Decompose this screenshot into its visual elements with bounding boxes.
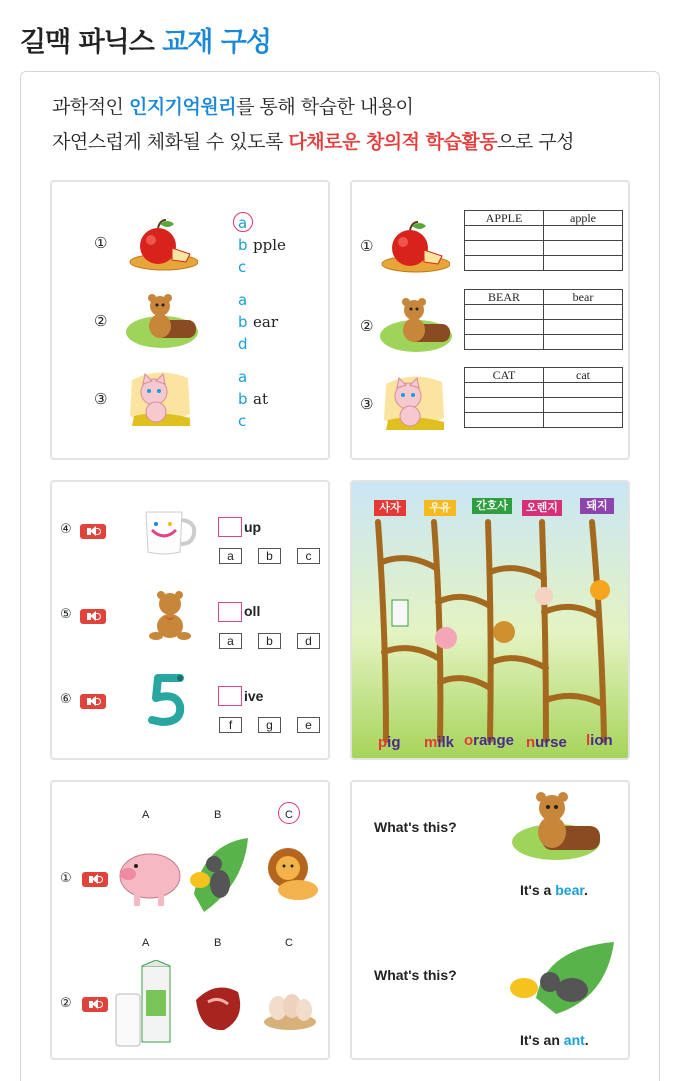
ladder-tag	[522, 500, 562, 516]
answer-suffix: .	[584, 1032, 589, 1048]
milk-picture[interactable]	[112, 960, 178, 1052]
number-five-picture	[146, 672, 192, 730]
word-rest: ion	[590, 732, 613, 749]
grid-header-lower: cat	[544, 368, 623, 383]
question-text: What's this?	[374, 967, 457, 983]
item-number: ④	[60, 522, 72, 537]
option-header: B	[214, 809, 222, 821]
ladder-tag	[374, 500, 406, 516]
ladder-tag	[472, 498, 512, 514]
item-number: ①	[360, 237, 374, 255]
grid-cell[interactable]	[544, 383, 623, 398]
grid-cell[interactable]	[465, 335, 544, 350]
title-text: 길맥 파닉스	[20, 27, 154, 58]
letter-option[interactable]: b	[238, 236, 248, 254]
word-rest: urse	[535, 734, 567, 751]
item-number: ③	[94, 390, 108, 408]
answer-box[interactable]	[218, 517, 242, 537]
panel-writing-practice	[350, 180, 630, 460]
letter-option[interactable]: d	[297, 633, 320, 649]
ladder-word	[424, 734, 454, 751]
item-number: ③	[360, 395, 374, 413]
item-number: ②	[94, 312, 108, 330]
speaker-icon[interactable]	[82, 872, 108, 887]
grid-cell[interactable]	[465, 256, 544, 271]
word-rest: ilk	[437, 734, 455, 751]
intro-highlight: 다채로운 창의적 학습활동	[288, 131, 498, 153]
intro-highlight: 인지기억원리	[128, 96, 237, 118]
letter-option[interactable]: c	[297, 548, 320, 564]
answer-word: ant	[563, 1032, 585, 1048]
grid-header-lower: apple	[544, 211, 623, 226]
item-number: ②	[60, 996, 72, 1011]
letter-option[interactable]: a	[238, 214, 248, 232]
item-number: ⑥	[60, 692, 72, 707]
panel-first-letter	[50, 180, 330, 460]
answer-suffix: .	[584, 882, 588, 898]
ant-on-leaf-picture[interactable]	[184, 834, 252, 916]
intro-text: 으로 구성	[497, 131, 575, 153]
intro-line-1	[52, 92, 413, 119]
speaker-icon[interactable]	[80, 524, 106, 539]
intro-line-2	[52, 127, 574, 154]
grid-cell[interactable]	[544, 320, 623, 335]
intro-text: 과학적인	[52, 96, 129, 118]
meat-picture[interactable]	[190, 978, 246, 1036]
answer-box[interactable]	[218, 686, 242, 706]
answer-box[interactable]	[218, 602, 242, 622]
ladder-word	[586, 732, 613, 749]
letter-option[interactable]: c	[238, 258, 247, 276]
word-ending: oll	[244, 603, 261, 619]
word-ending: ive	[244, 688, 264, 704]
word-ending: at	[253, 390, 268, 408]
panel-picture-choice	[50, 780, 330, 1060]
panel-whats-this	[350, 780, 630, 1060]
letter-option[interactable]: b	[258, 548, 281, 564]
tag-label: 오렌지	[526, 501, 558, 514]
grid-cell[interactable]	[544, 241, 623, 256]
ladder-word	[526, 734, 567, 751]
ladder-word	[378, 734, 401, 751]
word-initial: n	[526, 734, 536, 751]
word-ending: up	[244, 519, 262, 535]
ladder-word	[464, 732, 514, 749]
word-ending: pple	[253, 236, 286, 254]
item-number: ①	[60, 871, 72, 886]
letter-option[interactable]: a	[219, 548, 242, 564]
grid-header-lower: bear	[544, 290, 623, 305]
answer-prefix: It's an	[520, 1032, 564, 1048]
word-ending: ear	[253, 313, 278, 331]
apple-picture	[126, 218, 198, 274]
word-initial: l	[586, 732, 591, 749]
grid-cell[interactable]	[465, 305, 544, 320]
teddy-doll-picture	[146, 590, 194, 642]
cat-picture	[378, 374, 448, 432]
grid-cell[interactable]	[544, 256, 623, 271]
speaker-icon[interactable]	[80, 609, 106, 624]
option-header: A	[142, 937, 150, 949]
grid-cell[interactable]	[465, 413, 544, 428]
page-title	[20, 20, 271, 59]
eggs-picture[interactable]	[262, 976, 318, 1034]
tag-label: 우유	[429, 501, 451, 514]
bear-picture	[508, 790, 604, 862]
letter-option[interactable]: c	[238, 412, 247, 430]
letter-option[interactable]: e	[297, 717, 320, 733]
ladder-tag	[424, 500, 456, 516]
pig-picture[interactable]	[114, 840, 182, 910]
letter-option[interactable]: f	[219, 717, 242, 733]
grid-cell[interactable]	[465, 226, 544, 241]
grid-header-upper: CAT	[465, 368, 544, 383]
option-header: C	[285, 937, 293, 949]
letter-option[interactable]: b	[238, 313, 248, 331]
answer-word: bear	[555, 882, 585, 898]
bear-picture	[124, 292, 200, 350]
writing-grid	[464, 289, 623, 350]
answer-text	[520, 1032, 589, 1048]
grid-cell[interactable]	[465, 398, 544, 413]
grid-cell[interactable]	[544, 305, 623, 320]
option-header: C	[285, 809, 293, 821]
speaker-icon[interactable]	[80, 694, 106, 709]
letter-option[interactable]: d	[238, 335, 248, 353]
answer-text	[520, 882, 588, 898]
writing-grid	[464, 210, 623, 271]
panel-listen-choose	[50, 480, 330, 760]
word-rest: ig	[387, 734, 401, 751]
grid-cell[interactable]	[544, 398, 623, 413]
intro-text: 자연스럽게 체화될 수 있도록	[52, 131, 289, 153]
option-header: A	[142, 809, 150, 821]
word-rest: range	[473, 732, 515, 749]
ant-on-leaf-picture	[506, 938, 618, 1016]
item-number: ②	[360, 317, 374, 335]
letter-option[interactable]: g	[258, 717, 281, 733]
panel-ladder-game	[350, 480, 630, 760]
word-initial: m	[424, 734, 438, 751]
grid-cell[interactable]	[465, 383, 544, 398]
letter-option[interactable]: b	[238, 390, 248, 408]
intro-text: 를 통해 학습한 내용이	[236, 96, 414, 118]
grid-cell[interactable]	[544, 335, 623, 350]
cup-picture	[140, 506, 202, 558]
letter-option[interactable]: a	[219, 633, 242, 649]
item-number: ①	[94, 234, 108, 252]
title-highlight: 교재 구성	[162, 27, 271, 58]
grid-cell[interactable]	[544, 226, 623, 241]
grid-header-upper: APPLE	[465, 211, 544, 226]
option-header: B	[214, 937, 222, 949]
ladder-tag	[580, 498, 614, 514]
letter-option[interactable]: b	[258, 633, 281, 649]
answer-prefix: It's a	[520, 882, 556, 898]
tag-label: 사자	[379, 501, 401, 514]
tag-label: 간호사	[476, 499, 508, 512]
apple-picture	[378, 220, 450, 276]
word-initial: o	[464, 732, 474, 749]
item-number: ⑤	[60, 607, 72, 622]
writing-grid	[464, 367, 623, 428]
grid-header-upper: BEAR	[465, 290, 544, 305]
grid-cell[interactable]	[544, 413, 623, 428]
letter-option[interactable]: a	[238, 291, 248, 309]
bear-picture	[378, 296, 454, 354]
speaker-icon[interactable]	[82, 997, 108, 1012]
letter-option[interactable]: a	[238, 368, 248, 386]
tag-label: 돼지	[586, 499, 608, 512]
word-initial: p	[378, 734, 388, 751]
cat-picture	[124, 370, 194, 428]
ladder-picture	[352, 482, 628, 758]
grid-cell[interactable]	[465, 241, 544, 256]
question-text: What's this?	[374, 819, 457, 835]
lion-picture[interactable]	[258, 842, 324, 908]
grid-cell[interactable]	[465, 320, 544, 335]
